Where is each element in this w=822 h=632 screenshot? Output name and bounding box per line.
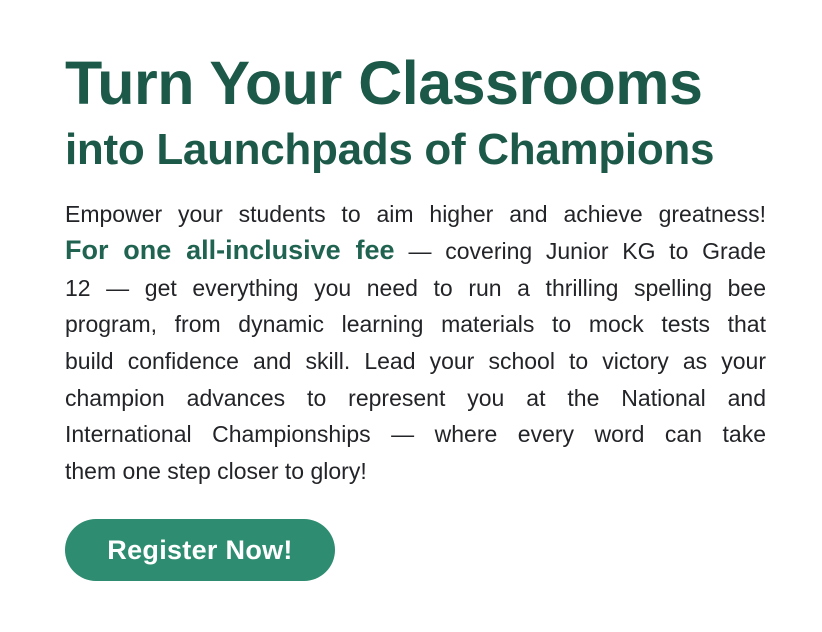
paragraph-line: 12 — get everything you need to run a thrilling spelling bee — [65, 274, 766, 301]
paragraph-line: Empower your students to aim higher and achieve greatness! — [65, 200, 766, 227]
heading-line1: Turn Your Classrooms — [65, 49, 703, 117]
paragraph-line: program, from dynamic learning materials to mock tests that — [65, 311, 766, 338]
paragraph-line — [65, 232, 766, 270]
paragraph-line: build confidence and skill. Lead your school to victory as your — [65, 348, 766, 375]
paragraph-line: them one step closer to glory! — [65, 457, 367, 484]
heading-line2: into Launchpads of Champions — [65, 125, 715, 175]
register-now-button[interactable]: Register Now! — [65, 519, 335, 581]
paragraph-line: International Championships — where every word can take — [65, 421, 766, 448]
paragraph-highlight: For one all-inclusive fee — [65, 235, 395, 266]
paragraph-line: champion advances to represent you at the National and — [65, 384, 766, 411]
hero-paragraph — [65, 196, 766, 490]
paragraph-line-text: — covering Junior KG to Grade — [408, 238, 766, 265]
